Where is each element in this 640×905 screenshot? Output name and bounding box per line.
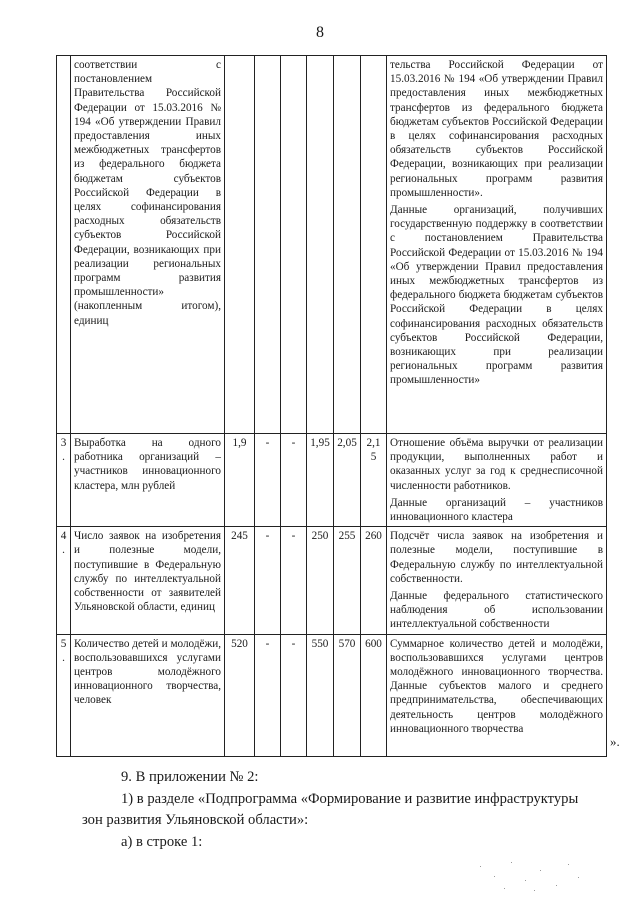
cell-indicator-name: Выработка на одного работника организаций – участников инновационного кластера, млн рублей: [71, 434, 225, 527]
cell-value: 260: [361, 527, 387, 634]
cell-value: 2,05: [334, 434, 361, 527]
cell-value: 2,15: [361, 434, 387, 527]
cell-value: [307, 56, 334, 434]
cell-method: [387, 56, 607, 434]
cell-value: [255, 56, 281, 434]
table-row-continued: [57, 56, 607, 434]
method-paragraph: Суммарное количество детей и молодёжи, воспользовавшихся услугами центров молодёжного инновационного творчества. Данные субъектов малого и среднего предпринимательства, обеспечивающих деятельность центров молодёжного инновационного творчества: [390, 637, 603, 735]
cell-value: 520: [225, 634, 255, 756]
cell-value: -: [255, 434, 281, 527]
method-paragraph: Данные организаций, получивших государственную поддержку в соответствии с постановлением Правительства Российской Федерации от 15.03.2016 № 194 «Об утверждении Правил предоставления иных межбюджетных трансфертов из федерального бюджета бюджетам субъектов Российской Федерации в целях софинансирования расходных обязательств субъектов Российской Федерации, возникающих при реализации региональных программ развития промышленности»: [390, 204, 603, 387]
cell-number: 3.: [57, 434, 71, 527]
cell-value: 600: [361, 634, 387, 756]
cell-method: [387, 527, 607, 634]
table-row: [57, 527, 607, 634]
cell-number: 5.: [57, 634, 71, 756]
cell-number: [57, 56, 71, 434]
cell-value: 250: [307, 527, 334, 634]
cell-value: -: [255, 634, 281, 756]
table-row: [57, 634, 607, 756]
method-paragraph: тельства Российской Федерации от 15.03.2016 № 194 «Об утверждении Правил предоставления иных межбюджетных трансфертов из федерального бюджета бюджетам субъектов Российской Федерации в целях софинансирования расходных обязательств субъектов Российской Федерации, возникающих при реализации региональных программ развития промышленности».: [390, 59, 603, 199]
indicators-table: [56, 55, 607, 757]
cell-value: -: [255, 527, 281, 634]
cell-value: 570: [334, 634, 361, 756]
cell-indicator-name: соответствии с постановлением Правительства Российской Федерации от 15.03.2016 № 194 «Об утверждении Правил предоставления иных межбюджетных трансфертов из федерального бюджета бюджетам субъектов Российской Федерации в целях софинансирования расходных обязательств субъектов Российской Федерации, возникающих при реализации региональных программ развития промышленности» (накопленным итогом), единиц: [71, 56, 225, 434]
cell-value: 550: [307, 634, 334, 756]
cell-indicator-name: Количество детей и молодёжи, воспользовавшихся услугами центров молодёжного инновационного творчества, человек: [71, 634, 225, 756]
cell-value: -: [281, 434, 307, 527]
cell-value: [361, 56, 387, 434]
page-number: 8: [316, 24, 324, 41]
item-9-heading: 9. В приложении № 2:: [121, 769, 259, 785]
cell-value: 245: [225, 527, 255, 634]
cell-value: -: [281, 634, 307, 756]
cell-value: 1,95: [307, 434, 334, 527]
table-row: [57, 434, 607, 527]
cell-indicator-name: Число заявок на изобретения и полезные модели, поступившие в Федеральную службу по интеллектуальной собственности от заявителей Ульяновской области, единиц: [71, 527, 225, 634]
scan-noise: [470, 858, 590, 894]
method-paragraph: Отношение объёма выручки от реализации продукции, выполненных работ и оказанных услуг за год к среднесписочной численности работников.: [390, 437, 603, 492]
sub-item-1-line-2: зон развития Ульяновской области»:: [82, 812, 309, 828]
cell-value: [225, 56, 255, 434]
closing-quote: ».: [610, 734, 620, 749]
sub-item-a: а) в строке 1:: [121, 834, 203, 850]
cell-value: [334, 56, 361, 434]
method-paragraph: Данные федерального статистического наблюдения об использовании интеллектуальной собственности: [390, 590, 603, 631]
cell-value: -: [281, 527, 307, 634]
method-paragraph: Данные организаций – участников инновационного кластера: [390, 496, 603, 524]
cell-number: 4.: [57, 527, 71, 634]
method-paragraph: Подсчёт числа заявок на изобретения и полезные модели, поступившие в Федеральную службу по интеллектуальной собственности.: [390, 530, 603, 585]
sub-item-1-line-1: 1) в разделе «Подпрограмма «Формирование и развитие инфраструктуры: [121, 791, 579, 807]
cell-method: [387, 434, 607, 527]
cell-value: [281, 56, 307, 434]
cell-value: 1,9: [225, 434, 255, 527]
cell-method: [387, 634, 607, 756]
cell-value: 255: [334, 527, 361, 634]
